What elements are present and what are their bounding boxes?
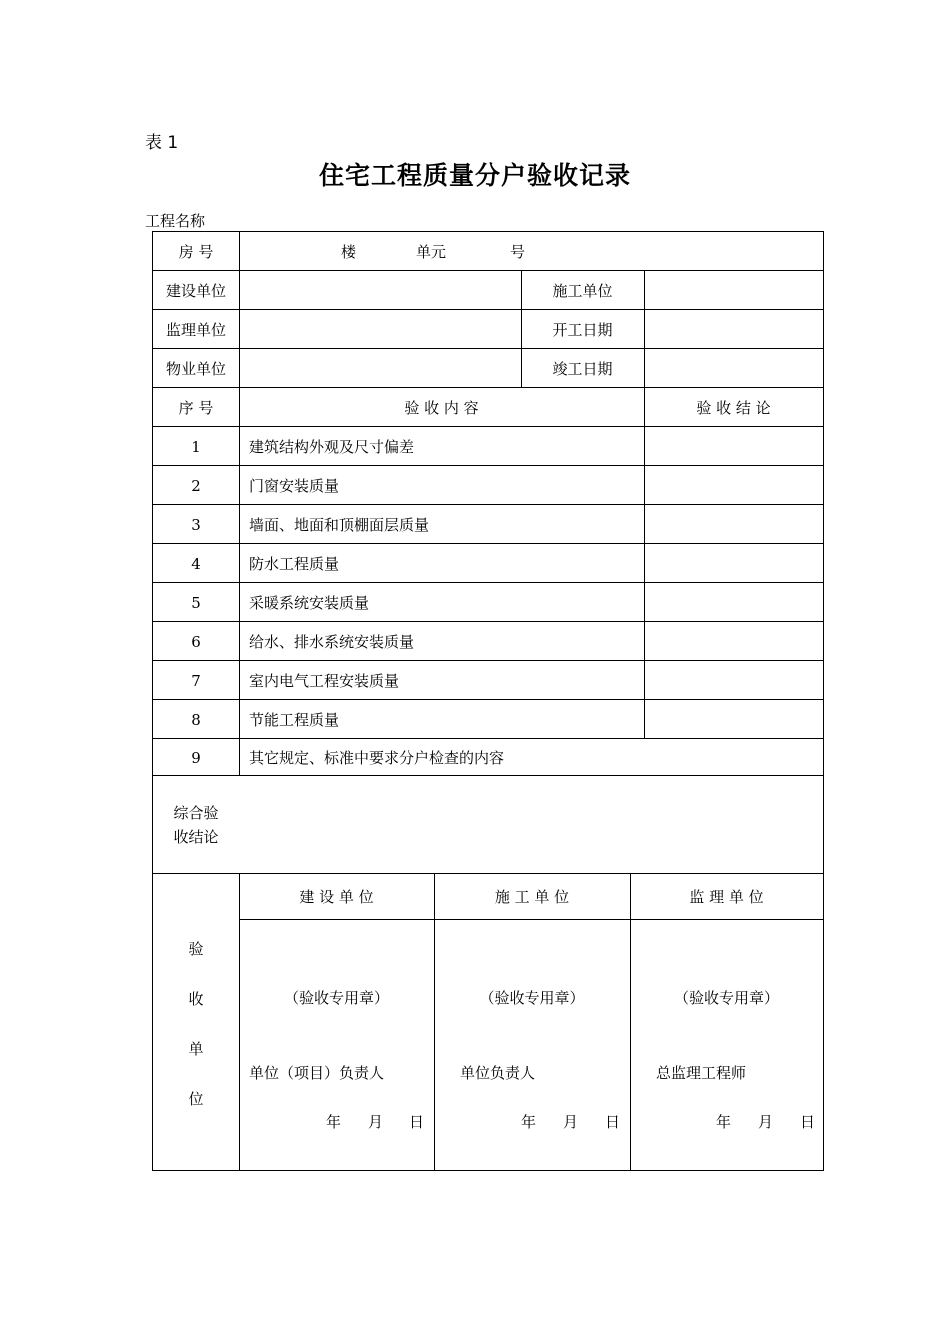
acceptance-record-table [152, 231, 824, 1171]
table-label: 表 1 [145, 133, 179, 153]
item-number: 2 [191, 477, 201, 495]
date-day: 日 [409, 1113, 425, 1131]
item-number: 4 [191, 555, 201, 573]
contractor-label: 施工单位 [552, 282, 613, 300]
item-text: 墙面、地面和顶棚面层质量 [249, 516, 430, 534]
content-header: 验 收 内 容 [404, 399, 479, 417]
item-text: 建筑结构外观及尺寸偏差 [249, 438, 415, 456]
contractor-seal: （验收专用章） [479, 989, 585, 1007]
item-text: 给水、排水系统安装质量 [249, 633, 415, 651]
number-label: 号 [510, 243, 526, 261]
supervisor-label: 监理单位 [165, 321, 226, 339]
item-text: 节能工程质量 [249, 711, 340, 729]
property-label: 物业单位 [165, 360, 226, 378]
acceptance-side-char: 验 [188, 940, 204, 958]
item-number: 7 [191, 672, 201, 690]
supervisor-signer: 总监理工程师 [656, 1064, 747, 1082]
summary-label-line2: 收结论 [173, 828, 219, 846]
item-number: 9 [191, 749, 201, 767]
item-text: 其它规定、标准中要求分户检查的内容 [249, 749, 505, 767]
owner-seal: （验收专用章） [283, 989, 389, 1007]
date-day: 日 [605, 1113, 621, 1131]
contractor-unit-header: 施 工 单 位 [494, 888, 570, 906]
summary-label-line1: 综合验 [173, 804, 219, 822]
item-text: 防水工程质量 [249, 555, 340, 573]
date-month: 月 [563, 1113, 579, 1131]
building-label: 楼 [341, 243, 357, 261]
date-year: 年 [716, 1113, 732, 1131]
item-number: 5 [191, 594, 201, 612]
conclusion-header: 验 收 结 论 [696, 399, 771, 417]
item-text: 采暖系统安装质量 [249, 594, 370, 612]
item-number: 6 [191, 633, 201, 651]
contractor-signer: 单位负责人 [460, 1064, 536, 1082]
finish-date-label: 竣工日期 [552, 360, 613, 378]
acceptance-side-char: 位 [188, 1090, 204, 1108]
owner-unit-header: 建 设 单 位 [299, 888, 374, 906]
supervisor-seal: （验收专用章） [673, 989, 779, 1007]
owner-signer: 单位（项目）负责人 [249, 1064, 385, 1082]
document-title: 住宅工程质量分户验收记录 [318, 161, 631, 190]
acceptance-side-char: 单 [188, 1040, 204, 1058]
start-date-label: 开工日期 [552, 321, 613, 339]
room-number-label: 房 号 [178, 243, 214, 261]
item-number: 8 [191, 711, 201, 729]
item-number: 3 [191, 516, 201, 534]
owner-label: 建设单位 [165, 282, 226, 300]
date-month: 月 [368, 1113, 384, 1131]
item-text: 室内电气工程安装质量 [249, 672, 400, 690]
seq-header: 序 号 [178, 399, 214, 417]
project-name-label: 工程名称 [145, 212, 206, 230]
date-month: 月 [758, 1113, 774, 1131]
item-text: 门窗安装质量 [249, 477, 340, 495]
acceptance-side-char: 收 [188, 990, 204, 1008]
supervisor-unit-header: 监 理 单 位 [689, 888, 764, 906]
date-day: 日 [800, 1113, 816, 1131]
date-year: 年 [326, 1113, 342, 1131]
unit-label: 单元 [416, 243, 447, 261]
item-number: 1 [191, 438, 201, 456]
date-year: 年 [521, 1113, 537, 1131]
